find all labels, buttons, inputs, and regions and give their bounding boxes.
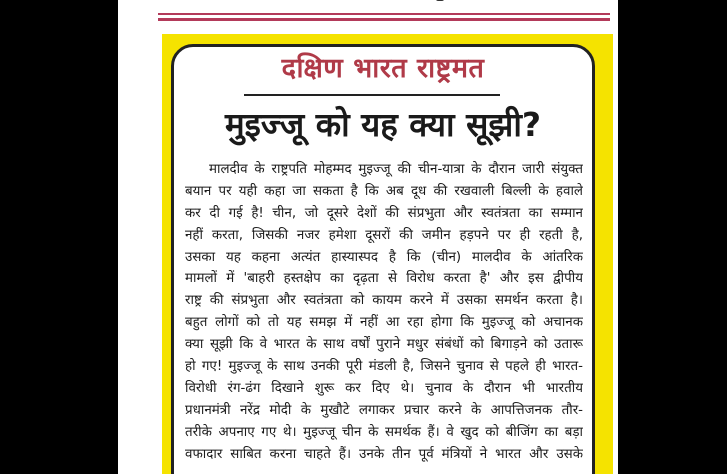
body-line: मालदीव के राष्ट्रपति मोहम्मद मुइज्जू की चीन-यात्रा के दौरान जारी संयुक्त	[209, 162, 583, 177]
body-line: क्या सूझी कि वे भारत के साथ वर्षों पुराने मधुर संबंधों को बिगाड़ने को उतारू	[185, 337, 583, 353]
body-line: मामलों में 'बाहरी हस्तक्षेप का दृढ़ता से विरोध करता है' और इस द्वीपीय	[185, 271, 583, 287]
editorial-frame	[162, 34, 613, 474]
body-line: नहीं करता, जिसकी नजर हमेशा दूसरों की जमीन हड़पने पर ही रहती है,	[185, 227, 583, 243]
article-body	[185, 159, 583, 465]
masthead-divider	[244, 94, 500, 96]
body-line: बहुत लोगों को तो यह समझ में नहीं आ रहा होगा कि मुइज्जू को अचानक	[185, 315, 583, 331]
body-line: प्रधानमंत्री नरेंद्र मोदी के मुखौटे लगाकर प्रचार करने के आपत्तिजनक तौर-	[185, 402, 583, 418]
body-line: उसका यह कहना अत्यंत हास्यास्पद है कि (चीन) मालदीव के आंतरिक	[185, 249, 583, 265]
body-line: हो गए! मुइज्जू के साथ उनकी पूरी मंडली है, जिसने चुनाव से पहले ही भारत-	[185, 359, 583, 375]
masthead: दक्षिण भारत राष्ट्रमत	[281, 53, 485, 84]
editorial-card	[171, 44, 595, 474]
body-line: वफादार साबित करना चाहते हैं। उनके तीन पूर्व मंत्रियों ने भारत और उसके	[185, 446, 583, 462]
body-line: कर दी गई है! चीन, जो दूसरे देशों की संप्रभुता और स्वतंत्रता का सम्मान	[185, 205, 583, 221]
header-rule-bottom	[158, 18, 610, 21]
top-mark	[436, 0, 444, 1]
body-line: तरीके अपनाए गए थे। मुइज्जू चीन के समर्थक हैं। वे खुद को बीजिंग का बड़ा	[185, 424, 583, 440]
body-line: विरोधी रंग-ढंग दिखाने शुरू कर दिए थे। चुनाव के दौरान भी भारतीय	[185, 380, 583, 396]
newspaper-page	[118, 0, 618, 474]
body-line: बयान पर यही कहा जा सकता है कि अब दूध की रखवाली बिल्ली के हवाले	[185, 183, 583, 199]
header-rule-top	[158, 13, 610, 15]
headline: मुइज्जू को यह क्या सूझी?	[224, 105, 542, 144]
body-line: राष्ट्र की संप्रभुता और स्वतंत्रता को कायम करने में उसका समर्थन करता है।	[185, 293, 583, 309]
